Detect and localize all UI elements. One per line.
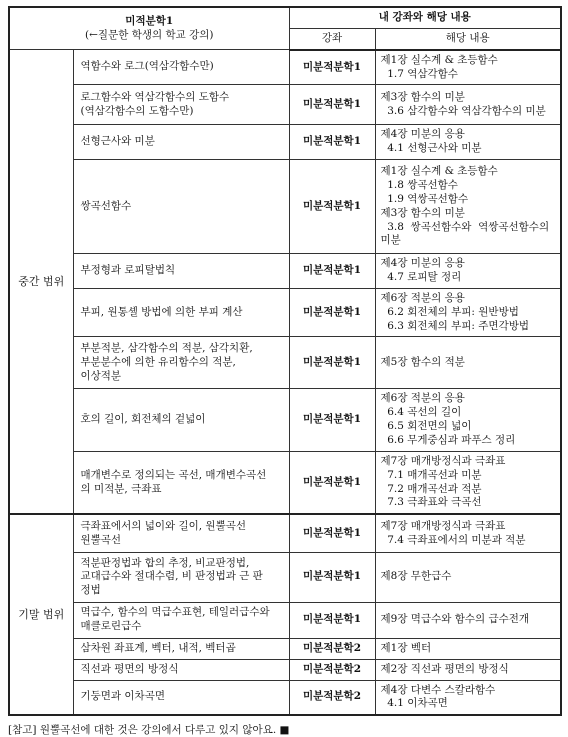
chapter-cell bbox=[375, 451, 561, 514]
topic-line: 부분적분, 삼각함수의 적분, 삼각치환, bbox=[80, 342, 253, 355]
table-body bbox=[9, 50, 561, 716]
course-cell: 미분적분학2 bbox=[289, 680, 375, 715]
topic-line: 이상적분 bbox=[80, 369, 122, 382]
chapter-line: 7.2 매개곡선과 적분 bbox=[380, 482, 482, 495]
chapter-line: 제6장 적분의 응용 bbox=[380, 392, 465, 405]
table-row bbox=[9, 125, 561, 160]
table-row bbox=[9, 680, 561, 715]
chapter-line: 6.6 무게중심과 파푸스 정리 bbox=[380, 434, 516, 447]
course-cell: 미분적분학1 bbox=[289, 552, 375, 602]
table-row bbox=[9, 85, 561, 125]
table-row bbox=[9, 451, 561, 514]
topic-cell bbox=[73, 389, 289, 451]
course-cell: 미분적분학1 bbox=[289, 337, 375, 389]
range-label: 중간 범위 bbox=[9, 50, 73, 515]
chapter-line: 제8장 무한급수 bbox=[380, 570, 452, 583]
footnote: [참고] 원뿔곡선에 대한 것은 강의에서 다루고 있지 않아요. ■ bbox=[8, 724, 290, 737]
topic-cell bbox=[73, 680, 289, 715]
chapter-cell bbox=[375, 160, 561, 254]
syllabus-mapping-table bbox=[8, 6, 562, 716]
header-my-course-title: 내 강좌와 해당 내용 bbox=[289, 7, 561, 28]
chapter-cell bbox=[375, 680, 561, 715]
topic-line: 직선과 평면의 방정식 bbox=[80, 662, 179, 675]
range-label: 기말 범위 bbox=[9, 514, 73, 715]
chapter-line: 1.7 역삼각함수 bbox=[380, 67, 458, 80]
chapter-line: 미분 bbox=[380, 234, 401, 247]
chapter-line: 제3장 함수의 미분 bbox=[380, 91, 465, 104]
chapter-line: 7.4 극좌표에서의 미분과 적분 bbox=[380, 533, 526, 546]
chapter-cell bbox=[375, 50, 561, 85]
topic-line: 호의 길이, 회전체의 겉넓이 bbox=[80, 413, 206, 426]
course-cell: 미분적분학1 bbox=[289, 85, 375, 125]
table-row bbox=[9, 514, 561, 552]
chapter-line: 제5장 함수의 적분 bbox=[380, 356, 465, 369]
course-cell: 미분적분학1 bbox=[289, 254, 375, 289]
topic-cell bbox=[73, 552, 289, 602]
chapter-line: 제4장 다변수 스칼라함수 bbox=[380, 683, 496, 696]
topic-line: 부분분수에 의한 유리함수의 적분, bbox=[80, 356, 236, 369]
table-row bbox=[9, 638, 561, 659]
chapter-cell bbox=[375, 638, 561, 659]
topic-cell bbox=[73, 160, 289, 254]
course-cell: 미분적분학1 bbox=[289, 451, 375, 514]
chapter-cell bbox=[375, 389, 561, 451]
table-row bbox=[9, 552, 561, 602]
table-row bbox=[9, 288, 561, 337]
chapter-line: 제1장 벡터 bbox=[380, 641, 432, 654]
header-course: 강좌 bbox=[289, 28, 375, 49]
chapter-line: 4.1 선형근사와 미분 bbox=[380, 142, 482, 155]
chapter-line: 3.6 삼각함수와 역삼각함수의 미분 bbox=[380, 104, 546, 117]
topic-line: 의 미적분, 극좌표 bbox=[80, 482, 162, 495]
topic-cell bbox=[73, 514, 289, 552]
header-lecture-cell bbox=[9, 7, 289, 50]
topic-line: 부피, 원통셸 방법에 의한 부피 계산 bbox=[80, 305, 243, 318]
page bbox=[8, 6, 560, 737]
course-cell: 미분적분학2 bbox=[289, 638, 375, 659]
chapter-line: 6.4 곡선의 길이 bbox=[380, 406, 462, 419]
chapter-line: 제2장 직선과 평면의 방정식 bbox=[380, 662, 509, 675]
course-cell: 미분적분학1 bbox=[289, 389, 375, 451]
header-lecture-title: 미적분학1 bbox=[125, 14, 174, 27]
chapter-line: 제6장 적분의 응용 bbox=[380, 291, 465, 304]
topic-line: 선형근사와 미분 bbox=[80, 135, 155, 148]
topic-cell bbox=[73, 451, 289, 514]
chapter-cell bbox=[375, 288, 561, 337]
topic-line: 기둥면과 이차곡면 bbox=[80, 690, 165, 703]
topic-cell bbox=[73, 85, 289, 125]
topic-cell bbox=[73, 337, 289, 389]
header-content: 해당 내용 bbox=[375, 28, 561, 49]
topic-cell bbox=[73, 50, 289, 85]
chapter-line: 제1장 실수계 & 초등함수 bbox=[380, 53, 498, 66]
chapter-cell bbox=[375, 125, 561, 160]
chapter-line: 제3장 함수의 미분 bbox=[380, 206, 465, 219]
chapter-cell bbox=[375, 514, 561, 552]
topic-line: 적분판정법과 합의 추정, 비교판정법, bbox=[80, 556, 250, 569]
topic-line: 삼차원 좌표계, 벡터, 내적, 벡터곱 bbox=[80, 641, 236, 654]
table-row bbox=[9, 659, 561, 680]
chapter-line: 4.7 로피탈 정리 bbox=[380, 271, 462, 284]
topic-line: 매개변수로 정의되는 곡선, 매개변수곡선 bbox=[80, 468, 267, 481]
chapter-line: 1.9 역쌍곡선함수 bbox=[380, 192, 469, 205]
table-row bbox=[9, 50, 561, 85]
chapter-line: 6.5 회전면의 넓이 bbox=[380, 420, 472, 433]
chapter-line: 4.1 이차곡면 bbox=[380, 697, 448, 710]
course-cell: 미분적분학1 bbox=[289, 514, 375, 552]
chapter-cell bbox=[375, 254, 561, 289]
topic-line: 매클로린급수 bbox=[80, 620, 142, 633]
header-lecture-subtitle: (←질문한 학생의 학교 강의) bbox=[85, 28, 214, 41]
topic-cell bbox=[73, 659, 289, 680]
course-cell: 미분적분학2 bbox=[289, 659, 375, 680]
topic-line: 멱급수, 함수의 멱급수표현, 테일러급수와 bbox=[80, 606, 270, 619]
topic-cell bbox=[73, 125, 289, 160]
chapter-line: 제4장 미분의 응용 bbox=[380, 128, 465, 141]
chapter-cell bbox=[375, 659, 561, 680]
topic-cell bbox=[73, 638, 289, 659]
course-cell: 미분적분학1 bbox=[289, 160, 375, 254]
course-cell: 미분적분학1 bbox=[289, 125, 375, 160]
chapter-line: 6.3 회전체의 부피: 주면각방법 bbox=[380, 319, 530, 332]
topic-line: 부정형과 로피탈법칙 bbox=[80, 264, 176, 277]
chapter-cell bbox=[375, 552, 561, 602]
topic-cell bbox=[73, 288, 289, 337]
topic-line: 쌍곡선함수 bbox=[80, 199, 132, 212]
topic-line: 교대급수와 절대수렴, 비 판정법과 근 판 bbox=[80, 570, 263, 583]
table-row bbox=[9, 337, 561, 389]
chapter-cell bbox=[375, 85, 561, 125]
table-row bbox=[9, 160, 561, 254]
topic-line: 정법 bbox=[80, 584, 101, 597]
topic-cell bbox=[73, 254, 289, 289]
table-row bbox=[9, 389, 561, 451]
topic-line: 로그함수와 역삼각함수의 도함수 bbox=[80, 91, 230, 104]
chapter-line: 제1장 실수계 & 초등함수 bbox=[380, 165, 498, 178]
chapter-line: 제7장 매개방정식과 극좌표 bbox=[380, 519, 506, 532]
chapter-line: 7.3 극좌표와 극곡선 bbox=[380, 496, 482, 509]
chapter-line: 7.1 매개곡선과 미분 bbox=[380, 468, 482, 481]
course-cell: 미분적분학1 bbox=[289, 602, 375, 638]
chapter-line: 6.2 회전체의 부피: 원반방법 bbox=[380, 305, 519, 318]
chapter-cell bbox=[375, 602, 561, 638]
topic-line: 역함수와 로그(역삼각함수만) bbox=[80, 60, 214, 73]
chapter-line: 제9장 멱급수와 함수의 급수전개 bbox=[380, 613, 530, 626]
chapter-line: 제7장 매개방정식과 극좌표 bbox=[380, 454, 506, 467]
chapter-line: 3.8 쌍곡선함수와 역쌍곡선함수의 bbox=[380, 220, 550, 233]
table-row bbox=[9, 602, 561, 638]
topic-line: 극좌표에서의 넓이와 길이, 원뿔곡선 bbox=[80, 519, 246, 532]
topic-line: 원뿔곡선 bbox=[80, 533, 122, 546]
table-row bbox=[9, 254, 561, 289]
chapter-line: 제4장 미분의 응용 bbox=[380, 257, 465, 270]
chapter-line: 1.8 쌍곡선함수 bbox=[380, 178, 458, 191]
course-cell: 미분적분학1 bbox=[289, 288, 375, 337]
header-row-1 bbox=[9, 7, 561, 28]
course-cell: 미분적분학1 bbox=[289, 50, 375, 85]
chapter-cell bbox=[375, 337, 561, 389]
topic-cell bbox=[73, 602, 289, 638]
topic-line: (역삼각함수의 도함수만) bbox=[80, 104, 194, 117]
